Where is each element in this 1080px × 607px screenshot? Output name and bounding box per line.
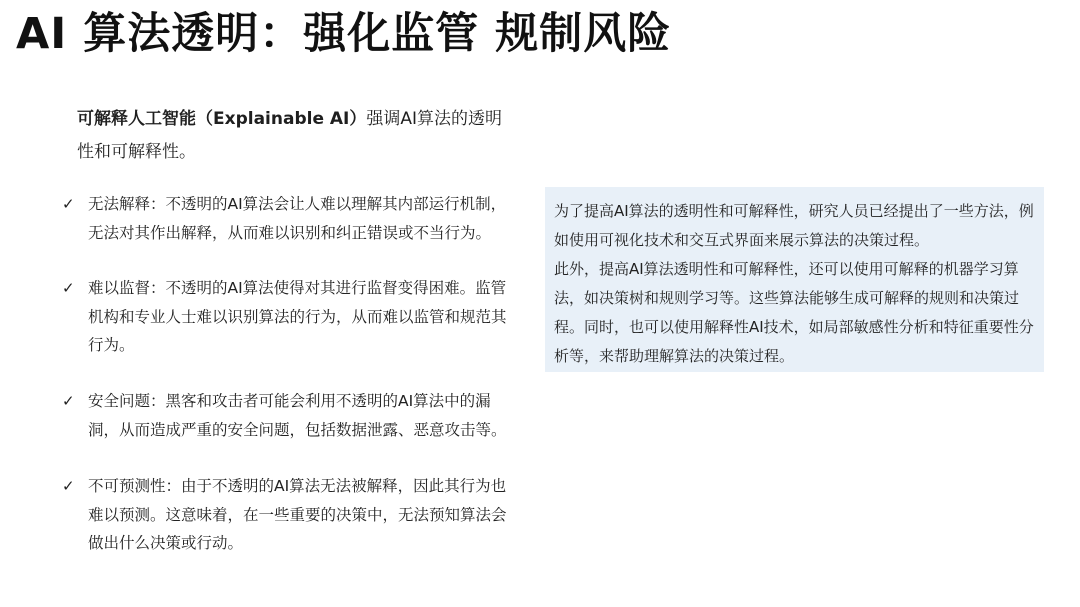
checkmark-icon: ✓ [62, 477, 75, 495]
bullet-item-unpredictable [62, 472, 522, 558]
info-paragraph: 为了提高AI算法的透明性和可解释性，研究人员已经提出了一些方法，例如使用可视化技术和交互式界面来展示算法的决策过程。 [554, 202, 1034, 249]
slide-title: AI 算法透明：强化监管 规制风险 [16, 9, 672, 59]
checkmark-icon: ✓ [62, 392, 75, 410]
bullet-text: 不可预测性：由于不透明的AI算法无法被解释，因此其行为也难以预测。这意味着，在一些重要的决策中，无法预知算法会做出什么决策或行动。 [88, 477, 507, 552]
checkmark-icon: ✓ [62, 195, 75, 213]
checkmark-icon: ✓ [62, 279, 75, 297]
bullet-text: 难以监督：不透明的AI算法使得对其进行监督变得困难。监管机构和专业人士难以识别算法的行为，从而难以监管和规范其行为。 [88, 279, 507, 354]
intro-paragraph [77, 103, 517, 169]
info-box [545, 187, 1044, 372]
bullet-text: 安全问题：黑客和攻击者可能会利用不透明的AI算法中的漏洞，从而造成严重的安全问题，包括数据泄露、恶意攻击等。 [88, 392, 507, 439]
intro-bold-text: 可解释人工智能（Explainable AI） [77, 109, 367, 129]
bullet-item-security [62, 387, 522, 444]
bullet-item-hard-to-supervise [62, 274, 522, 360]
bullet-text: 无法解释：不透明的AI算法会让人难以理解其内部运行机制，无法对其作出解释，从而难以识别和纠正错误或不当行为。 [88, 195, 507, 242]
info-paragraph: 此外，提高AI算法透明性和可解释性，还可以使用可解释的机器学习算法，如决策树和规则学习等。这些算法能够生成可解释的规则和决策过程。同时，也可以使用解释性AI技术，如局部敏感性分析和特征重要性分析等，来帮助理解算法的决策过程。 [554, 260, 1034, 365]
intro-text: 强调AI算法的透明性和可解释性。 [77, 109, 503, 162]
bullet-item-unexplainable [62, 190, 522, 247]
